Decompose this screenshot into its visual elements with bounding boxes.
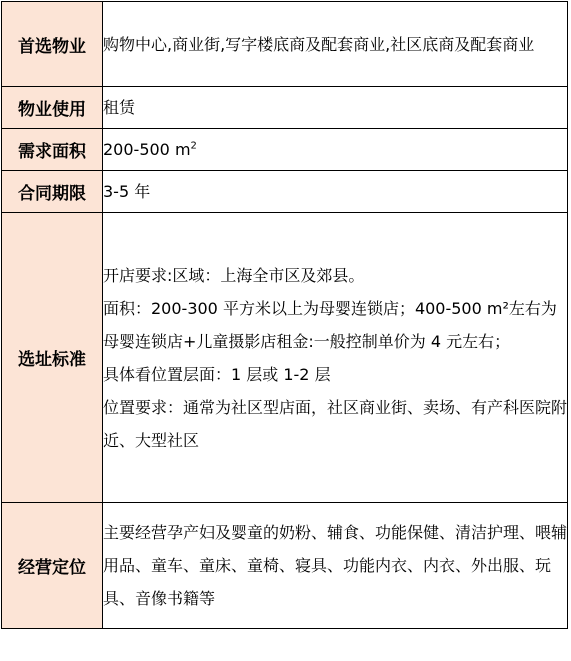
table-row bbox=[2, 213, 568, 503]
row-value: 租赁 bbox=[103, 87, 568, 129]
site-requirement-line: 位置要求：通常为社区型店面，社区商业街、卖场、有产科医院附近、大型社区 bbox=[103, 397, 568, 450]
area-value: 200-500 m bbox=[103, 140, 191, 159]
table-row bbox=[2, 503, 568, 629]
row-label: 选址标准 bbox=[2, 213, 103, 503]
row-value: 主要经营孕产妇及婴童的奶粉、辅食、功能保健、清洁护理、喂辅用品、童车、童床、童椅、寝具、功能内衣、内衣、外出服、玩具、音像书籍等 bbox=[103, 503, 568, 629]
area-unit-superscript: 2 bbox=[190, 140, 197, 152]
site-requirement-line: 具体看位置层面：1 层或 1-2 层 bbox=[103, 364, 331, 384]
row-value: 购物中心,商业街,写字楼底商及配套商业,社区底商及配套商业 bbox=[103, 2, 568, 87]
row-label: 需求面积 bbox=[2, 129, 103, 171]
row-value: 3-5 年 bbox=[103, 171, 568, 213]
table-row bbox=[2, 87, 568, 129]
table-row bbox=[2, 2, 568, 87]
requirements-table bbox=[1, 1, 568, 629]
row-label: 首选物业 bbox=[2, 2, 103, 87]
row-value bbox=[103, 129, 568, 171]
row-label: 合同期限 bbox=[2, 171, 103, 213]
table-row bbox=[2, 129, 568, 171]
row-label: 经营定位 bbox=[2, 503, 103, 629]
site-requirement-line: 面积：200-300 平方米以上为母婴连锁店；400-500 m²左右为母婴连锁店+儿童摄影店租金:一般控制单价为 4 元左右； bbox=[103, 298, 557, 351]
table-row bbox=[2, 171, 568, 213]
row-value bbox=[103, 213, 568, 503]
site-requirement-line: 开店要求:区域：上海全市区及郊县。 bbox=[103, 265, 365, 285]
row-label: 物业使用 bbox=[2, 87, 103, 129]
